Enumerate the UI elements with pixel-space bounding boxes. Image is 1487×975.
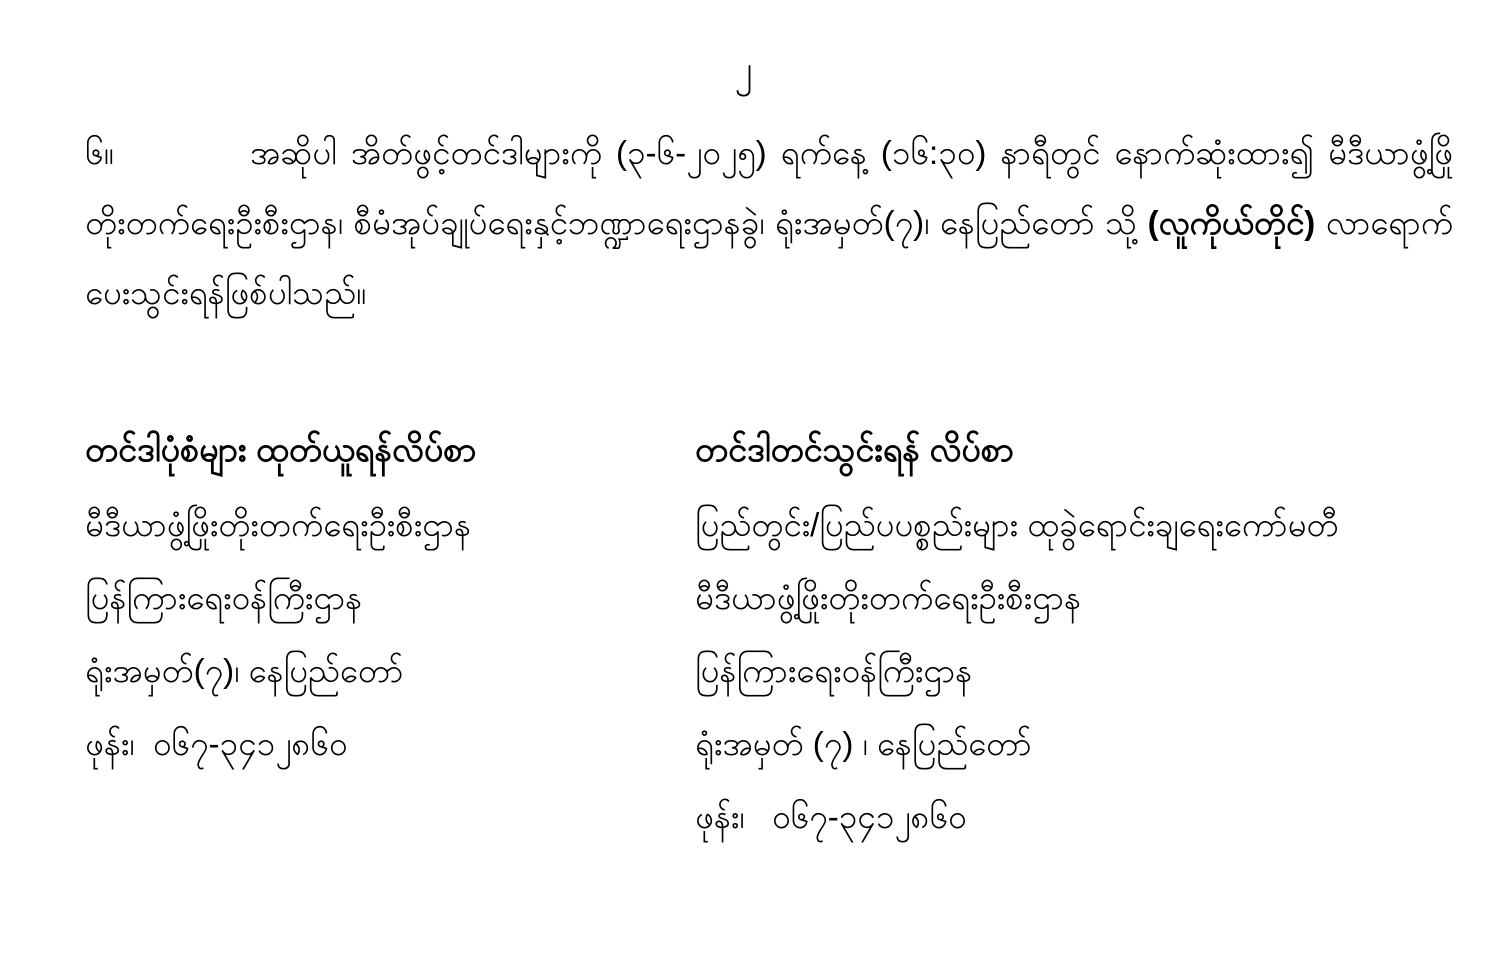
submission-address-heading: တင်ဒါတင်သွင်းရန် လိပ်စာ <box>695 431 1014 469</box>
pickup-address-line-phone: ဖုန်း၊ ၀၆၇-၃၄၁၂၈၆၀ <box>85 725 348 762</box>
address-columns <box>85 413 1453 853</box>
submission-address-line-phone: ဖုန်း၊ ၀၆၇-၃၄၁၂၈၆၀ <box>695 798 967 835</box>
pickup-address-heading: တင်ဒါပုံစံများ ထုတ်ယူရန်လိပ်စာ <box>85 431 477 469</box>
paragraph-text-before: အဆိုပါ အိတ်ဖွင့်တင်ဒါများကို (၃-၆-၂၀၂၅) ရက်နေ့ (၁၆:၃၀) နာရီတွင် နောက်ဆုံးထား၍ မီဒီယာဖွံ့ဖြိုတိုးတက်ရေးဦးစီးဌာန၊ စီမံအုပ်ချုပ်ရေးနှင့်ဘဏ္ဍာရေးဌာနခွဲ၊ ရုံးအမှတ်(၇)၊ နေပြည်တော် သို့ <box>85 134 1453 241</box>
submission-address-line-office: ရုံးအမှတ် (၇) ၊ နေပြည်တော် <box>695 725 1032 762</box>
submission-address-line-department: မီဒီယာဖွံ့ဖြိုးတိုးတက်ရေးဦးစီးဌာန <box>695 579 1082 616</box>
page-number: ၂ <box>734 48 753 89</box>
tender-forms-pickup-address-block <box>85 413 695 853</box>
pickup-address-line-ministry: ပြန်ကြားရေးဝန်ကြီးဌာန <box>85 579 363 616</box>
item-number: ၆။ <box>85 134 114 171</box>
pickup-address-line-department: မီဒီယာဖွံ့ဖြိုးတိုးတက်ရေးဦးစီးဌာန <box>85 506 472 543</box>
submission-address-line-ministry: ပြန်ကြားရေးဝန်ကြီးဌာန <box>695 652 973 689</box>
bold-emphasis-in-person: (လူကိုယ်တိုင်) <box>1147 204 1316 241</box>
pickup-address-line-office: ရုံးအမှတ်(၇)၊ နေပြည်တော် <box>85 652 404 689</box>
submission-address-line-committee: ပြည်တွင်း/ပြည်ပပစ္စည်းများ ထုခွဲရောင်းချရေးကော်မတီ <box>695 506 1339 543</box>
paragraph-text-after: လာရောက် ပေးသွင်းရန်ဖြစ်ပါသည်။ <box>85 204 1453 311</box>
paragraph-item-6 <box>85 118 1453 328</box>
tender-submission-address-block <box>695 413 1453 853</box>
